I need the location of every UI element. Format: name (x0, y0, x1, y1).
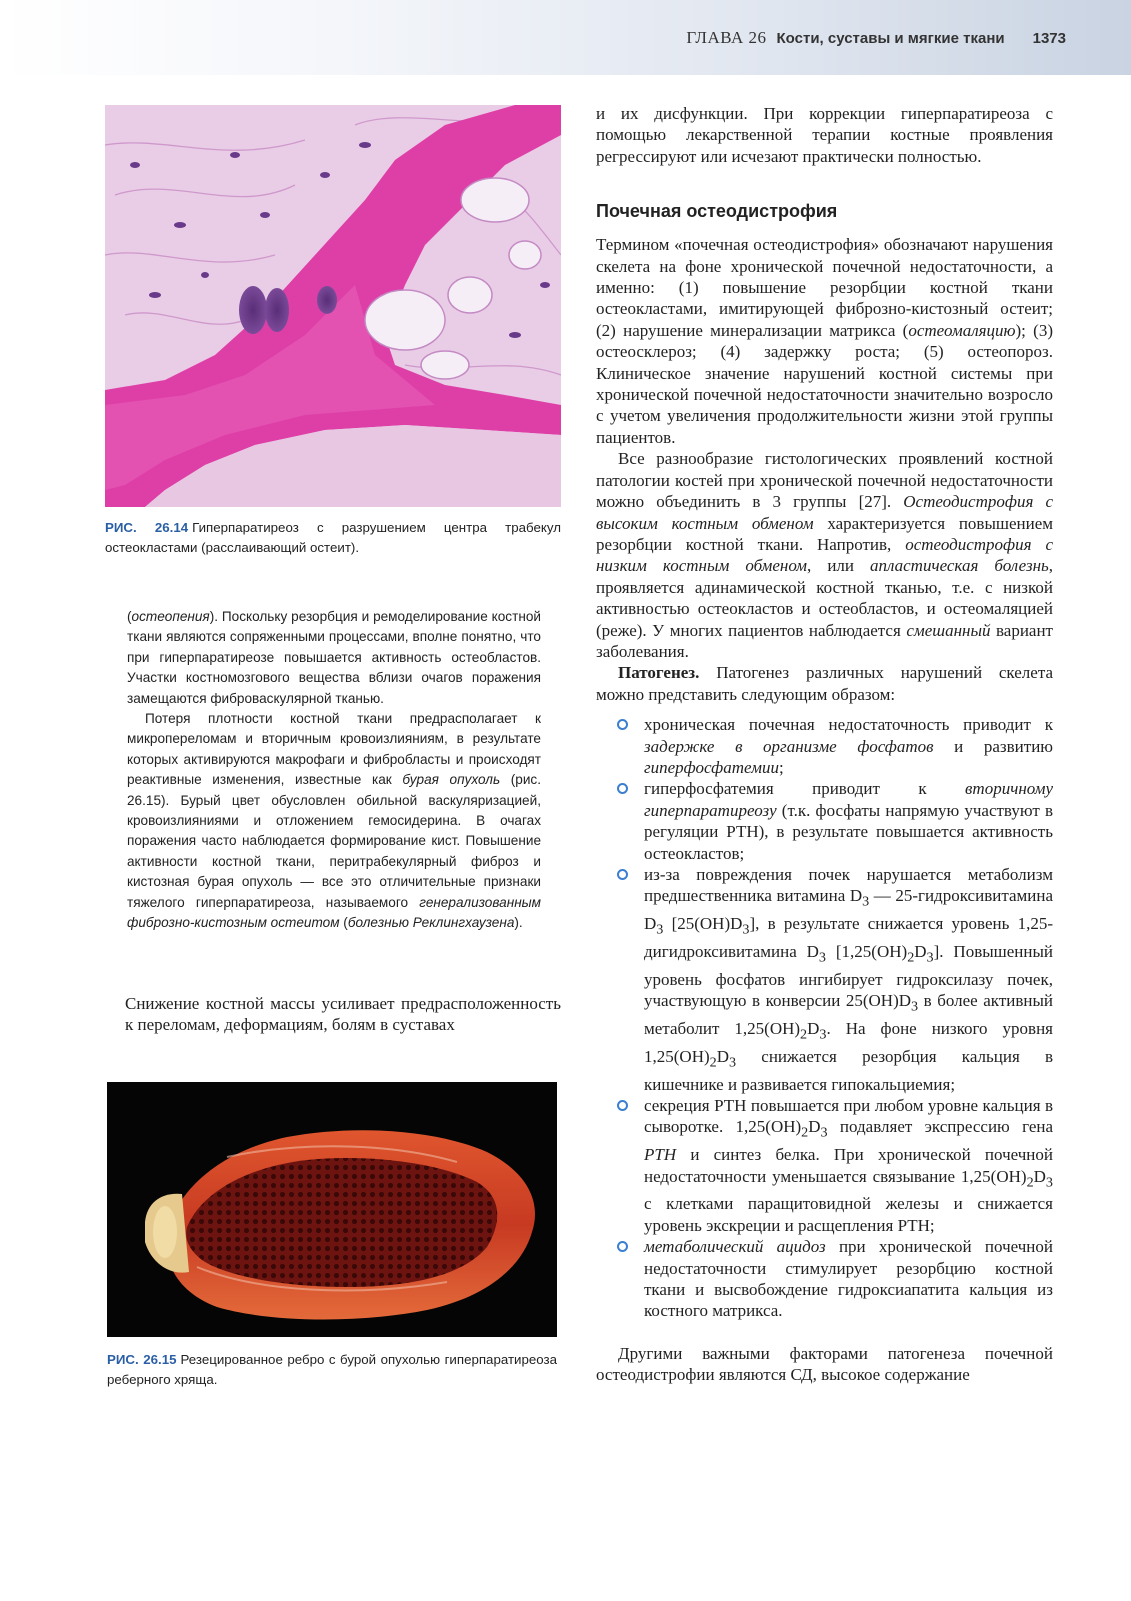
body-paragraph: Другими важными факторами патогенеза почечной остеодистрофии являются СД, высокое содержание (596, 1343, 1053, 1385)
bullet-icon (617, 1100, 628, 1111)
figure-26-15-caption (107, 1350, 557, 1390)
list-item: метаболический ацидоз при хронической почечной недостаточности стимулирует резорбцию костной ткани и высвобождение гидроксиапатита кальция из костного матрикса. (596, 1236, 1053, 1322)
left-body-text (125, 993, 561, 1036)
chapter-label: ГЛАВА 26 (686, 28, 767, 47)
body-paragraph: Патогенез. Патогенез различных нарушений скелета можно представить следующим образом: (596, 663, 1053, 704)
body-paragraph: Снижение костной массы усиливает предрасположенность к переломам, деформациям, болям в суставах (125, 994, 561, 1035)
caption-text: Гиперпаратиреоз с разрушением центра трабекул остеокластами (расслаивающий остеит). (105, 520, 561, 555)
figure-label: РИС. 26.15 (107, 1352, 177, 1367)
bullet-icon (617, 869, 628, 880)
figure-26-14-caption (105, 518, 561, 558)
list-item: гиперфосфатемия приводит к вторичному гиперпаратиреозу (т.к. фосфаты напрямую участвуют в регуляции РТН), в результате повышается активность остеокластов; (596, 778, 1053, 864)
header-text (686, 28, 1066, 48)
section-heading: Почечная остеодистрофия (596, 201, 838, 222)
chapter-title: Кости, суставы и мягкие ткани (776, 30, 1005, 47)
bullet-icon (617, 783, 628, 794)
figure-label: РИС. 26.14 (105, 520, 189, 535)
list-item: хроническая почечная недостаточность приводит к задержке в организме фосфатов и развитию гиперфосфатемии; (596, 714, 1053, 778)
list-item: из-за повреждения почек нарушается метаболизм предшественника витамина $D_3$ — 25-гидроксивитамина $D_3$ $[25(OH)D_3]$, в результате снижается уровень 1,25-дигидроксивитамина $D_3$ $[1,25(OH)_2D_3]$. Повышенный уровень фосфатов ингибирует гидроксилазу почек, участвующую в конверсии $25(OH)D_3$ в более активный метаболит $1,25(OH)_2D_3$. На фоне низкого уровня $1,25(OH)_2D_3$ снижается резорбция кальция в кишечнике и развивается гипокальциемия; (596, 864, 1053, 1095)
pathogenesis-list (596, 714, 1053, 1322)
figure-26-15-image (107, 1082, 557, 1337)
body-paragraph: и их дисфункции. При коррекции гиперпаратиреоза с помощью лекарственной терапии костные проявления регрессируют или исчезают практически полностью. (596, 104, 1053, 166)
body-paragraph: Термином «почечная остеодистрофия» обозначают нарушения скелета на фоне хронической почечной недостаточности, а именно: (1) повышение резорбции костной ткани остеокластами, имитирующей фиброзно-кистозный остеит; (2) нарушение минерализации матрикса (остеомаляцию); (3) остеосклероз; (4) задержку роста; (5) остеопороз. Клиническое значение нарушений костной системы при хронической почечной недостаточности значительно возросло с учетом увеличения продолжительности жизни этой группы пациентов. (596, 235, 1053, 447)
right-column (596, 103, 1053, 1386)
figure-26-14-image (105, 105, 561, 507)
list-item: секреция РТН повышается при любом уровне кальция в сыворотке. $1,25(OH)_2D_3$ подавляет экспрессию гена PTH и синтез белка. При хронической почечной недостаточности уменьшается связывание $1,25(OH)_2D_3$ с клетками паращитовидной железы и снижается уровень экскреции и расщепления РТН; (596, 1095, 1053, 1236)
bullet-icon (617, 719, 628, 730)
sidebar-text (127, 607, 541, 934)
sidebar-paragraph: Потеря плотности костной ткани предрасполагает к микропереломам и вторичным кровоизлияниям, в результате которых активируются макрофаги и фибробласты и происходят реактивные изменения, известные как бурая опухоль (рис. 26.15). Бурый цвет обусловлен обильной васкуляризацией, кровоизлияниями и отложением гемосидерина. В очагах поражения часто наблюдается формирование кист. Повышение активности костной ткани, перитрабекулярный фиброз и кистозная бурая опухоль — все это отличительные признаки тяжелого гиперпаратиреоза, называемого генерализованным фиброзно-кистозным остеитом (болезнью Реклингхаузена). (127, 711, 541, 931)
sidebar-paragraph: (остеопения). Поскольку резорбция и ремоделирование костной ткани являются сопряженными процессами, вполне понятно, что при гиперпаратиреозе повышается активность остеобластов. Участки костномозгового вещества вблизи очагов поражения замещаются фиброваскулярной тканью. (127, 609, 541, 706)
body-paragraph: Все разнообразие гистологических проявлений костной патологии костей при хронической почечной недостаточности можно объединить в 3 группы [27]. Остеодистрофия с высоким костным обменом характеризуется повышением резорбции костной ткани. Напротив, остеодистрофия с низким костным обменом, или апластическая болезнь, проявляется адинамической костной тканью, т.е. с низкой активностью остеокластов и остеобластов, и остеомаляцией (реже). У многих пациентов наблюдается смешанный вариант заболевания. (596, 449, 1054, 661)
histology-micrograph-icon (105, 105, 561, 507)
caption-text: Резецированное ребро с бурой опухолью гиперпаратиреоза реберного хряща. (107, 1352, 557, 1387)
page-number: 1373 (1032, 30, 1066, 47)
resected-rib-photo-icon (107, 1082, 557, 1337)
bullet-icon (617, 1241, 628, 1252)
